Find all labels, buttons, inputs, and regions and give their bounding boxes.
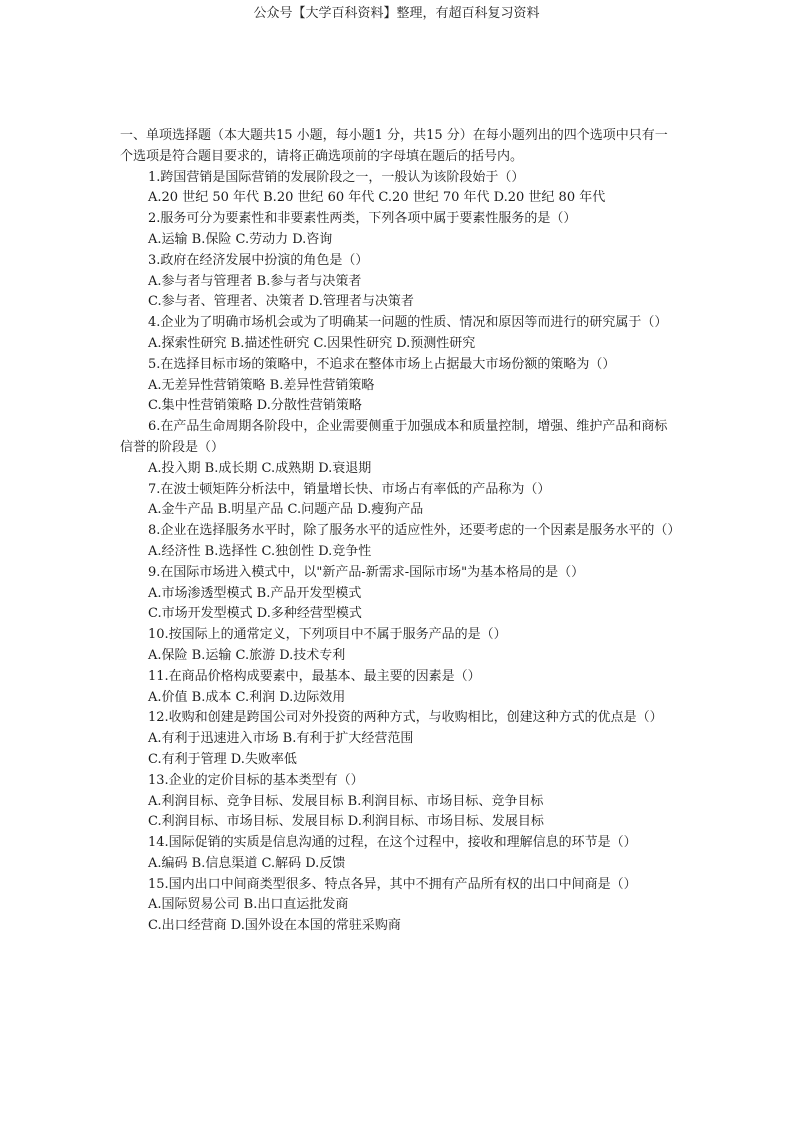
question-item	[120, 833, 680, 875]
page-header: 公众号【大学百科资料】整理，有超百科复习资料	[253, 6, 540, 21]
question-stem: 4.企业为了明确市场机会或为了明确某一问题的性质、情况和原因等而进行的研究属于（）	[148, 315, 668, 331]
question-item	[120, 771, 680, 833]
question-options: C.有利于管理 D.失败率低	[148, 751, 297, 767]
question-options: C.市场开发型模式 D.多种经营型模式	[148, 606, 362, 622]
question-stem: 7.在波士顿矩阵分析法中，销量增长快、市场占有率低的产品称为（）	[148, 481, 551, 497]
question-stem: 8.企业在选择服务水平时，除了服务水平的适应性外，还要考虑的一个因素是服务水平的（）	[148, 523, 681, 539]
question-stem: 11.在商品价格构成要素中，最基本、最主要的因素是（）	[148, 668, 481, 684]
question-stem: 6.在产品生命周期各阶段中，企业需要侧重于加强成本和质量控制，增强、维护产品和商标信誉的阶段是（）	[120, 419, 668, 455]
question-options: A.经济性 B.选择性 C.独创性 D.竞争性	[148, 543, 372, 559]
question-options: A.金牛产品 B.明星产品 C.问题产品 D.瘦狗产品	[148, 502, 424, 518]
document-body	[120, 126, 680, 937]
question-options: C.集中性营销策略 D.分散性营销策略	[148, 398, 362, 414]
question-options: A.探索性研究 B.描述性研究 C.因果性研究 D.预测性研究	[148, 335, 476, 351]
question-item	[120, 251, 680, 313]
question-stem: 12.收购和创建是跨国公司对外投资的两种方式，与收购相比，创建这种方式的优点是（）	[148, 710, 663, 726]
question-item	[120, 209, 680, 251]
question-options: C.出口经营商 D.国外设在本国的常驻采购商	[148, 918, 401, 934]
question-stem: 9.在国际市场进入模式中，以"新产品-新需求-国际市场"为基本格局的是（）	[148, 564, 585, 580]
question-stem: 3.政府在经济发展中扮演的角色是（）	[148, 252, 369, 268]
question-stem: 2.服务可分为要素性和非要素性两类，下列各项中属于要素性服务的是（）	[148, 211, 577, 227]
question-stem: 13.企业的定价目标的基本类型有（）	[148, 772, 364, 788]
question-item	[120, 563, 680, 625]
question-item	[120, 355, 680, 417]
question-item	[120, 313, 680, 355]
question-stem: 5.在选择目标市场的策略中，不追求在整体市场上占据最大市场份额的策略为（）	[148, 356, 616, 372]
question-options: A.20 世纪 50 年代 B.20 世纪 60 年代 C.20 世纪 70 年代 D.20 世纪 80 年代	[148, 190, 606, 206]
question-options: A.国际贸易公司 B.出口直运批发商	[148, 897, 349, 913]
question-stem: 10.按国际上的通常定义，下列项目中不属于服务产品的是（）	[148, 627, 507, 643]
question-item	[120, 875, 680, 937]
question-options: A.保险 B.运输 C.旅游 D.技术专利	[148, 647, 346, 663]
question-options: A.无差异性营销策略 B.差异性营销策略	[148, 377, 375, 393]
question-options: A.投入期 B.成长期 C.成熟期 D.衰退期	[148, 460, 372, 476]
question-options: A.利润目标、竞争目标、发展目标 B.利润目标、市场目标、竞争目标	[148, 793, 544, 809]
question-item	[120, 667, 680, 709]
question-item	[120, 417, 680, 479]
question-stem: 15.国内出口中间商类型很多、特点各异，其中不拥有产品所有权的出口中间商是（）	[148, 876, 637, 892]
question-item	[120, 168, 680, 210]
question-stem: 1.跨国营销是国际营销的发展阶段之一，一般认为该阶段始于（）	[148, 169, 525, 185]
question-list	[120, 168, 680, 937]
question-options: A.价值 B.成本 C.利润 D.边际效用	[148, 689, 346, 705]
question-options: C.利润目标、市场目标、发展目标 D.利润目标、市场目标、发展目标	[148, 814, 544, 830]
question-item	[120, 708, 680, 770]
question-options: A.编码 B.信息渠道 C.解码 D.反馈	[148, 855, 346, 871]
question-options: A.运输 B.保险 C.劳动力 D.咨询	[148, 231, 333, 247]
question-options: A.有利于迅速进入市场 B.有利于扩大经营范围	[148, 731, 414, 747]
question-item	[120, 521, 680, 563]
question-options: C.参与者、管理者、决策者 D.管理者与决策者	[148, 294, 414, 310]
question-options: A.参与者与管理者 B.参与者与决策者	[148, 273, 362, 289]
question-item	[120, 625, 680, 667]
question-options: A.市场渗透型模式 B.产品开发型模式	[148, 585, 362, 601]
question-stem: 14.国际促销的实质是信息沟通的过程，在这个过程中，接收和理解信息的环节是（）	[148, 835, 637, 851]
question-item	[120, 480, 680, 522]
section-heading: 一、单项选择题（本大题共15 小题，每小题1 分，共15 分）在每小题列出的四个选项中只有一个选项是符合题目要求的，请将正确选项前的字母填在题后的括号内。	[120, 128, 668, 164]
